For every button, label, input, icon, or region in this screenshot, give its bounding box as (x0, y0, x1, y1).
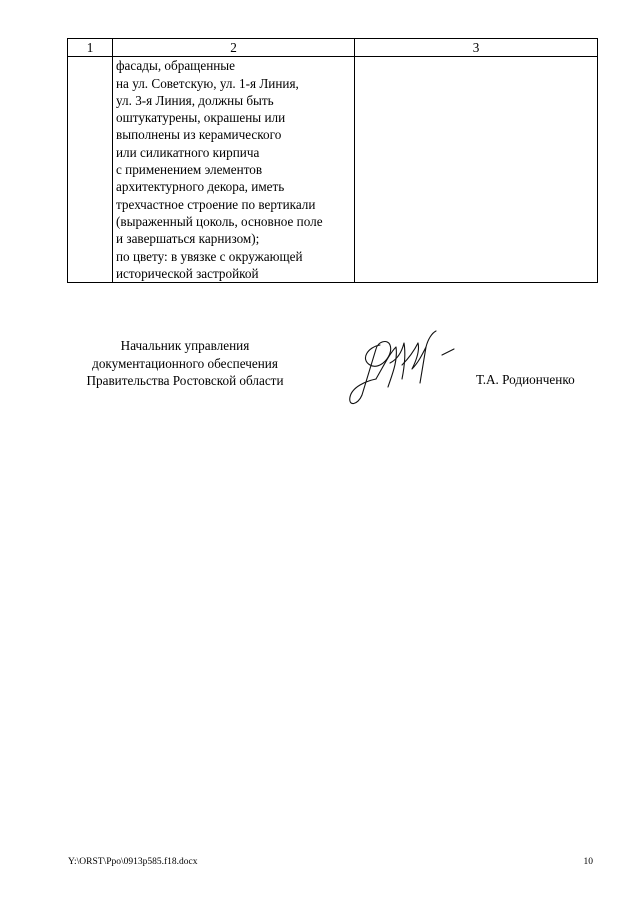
signer-title-line: Правительства Ростовской области (86, 373, 284, 388)
cell-text-line: ул. 3-я Линия, должны быть (116, 92, 274, 108)
cell-text-line: на ул. Советскую, ул. 1-я Линия, (116, 75, 299, 91)
cell-text-line: трехчастное строение по вертикали (116, 196, 316, 212)
signer-title-block (60, 337, 310, 390)
table-cell-col-1 (68, 57, 113, 283)
cell-text-line: по цвету: в увязке с окружающей (116, 248, 303, 264)
signer-name: Т.А. Родионченко (476, 372, 575, 387)
cell-text-line: оштукатурены, окрашены или (116, 110, 286, 126)
cell-text-line: архитектурного декора, иметь (116, 179, 285, 195)
handwritten-signature (340, 325, 460, 410)
cell-text-line: фасады, обращенные (116, 58, 236, 74)
cell-text-line: и завершаться карнизом); (116, 231, 260, 247)
page-number: 10 (583, 857, 593, 867)
document-table (67, 38, 598, 283)
table-cell-col-3 (355, 57, 598, 283)
cell-text-line: исторической застройкой (116, 265, 259, 281)
table-header-col-1: 1 (68, 39, 113, 57)
signer-title-line: документационного обеспечения (92, 355, 278, 371)
table-header-col-2: 2 (113, 39, 355, 57)
cell-text-line: или силикатного кирпича (116, 144, 260, 160)
table-header-col-3: 3 (355, 39, 598, 57)
cell-text-line: с применением элементов (116, 162, 263, 178)
signer-title-line: Начальник управления (120, 338, 250, 353)
table-cell-col-2 (113, 57, 355, 283)
cell-text-line: (выраженный цоколь, основное поле (116, 213, 323, 229)
table-row (68, 57, 598, 283)
footer-file-path: Y:\ORST\Ppo\0913p585.f18.docx (68, 857, 198, 867)
table-header-row (68, 39, 598, 57)
cell-text-line: выполнены из керамического (116, 127, 282, 143)
